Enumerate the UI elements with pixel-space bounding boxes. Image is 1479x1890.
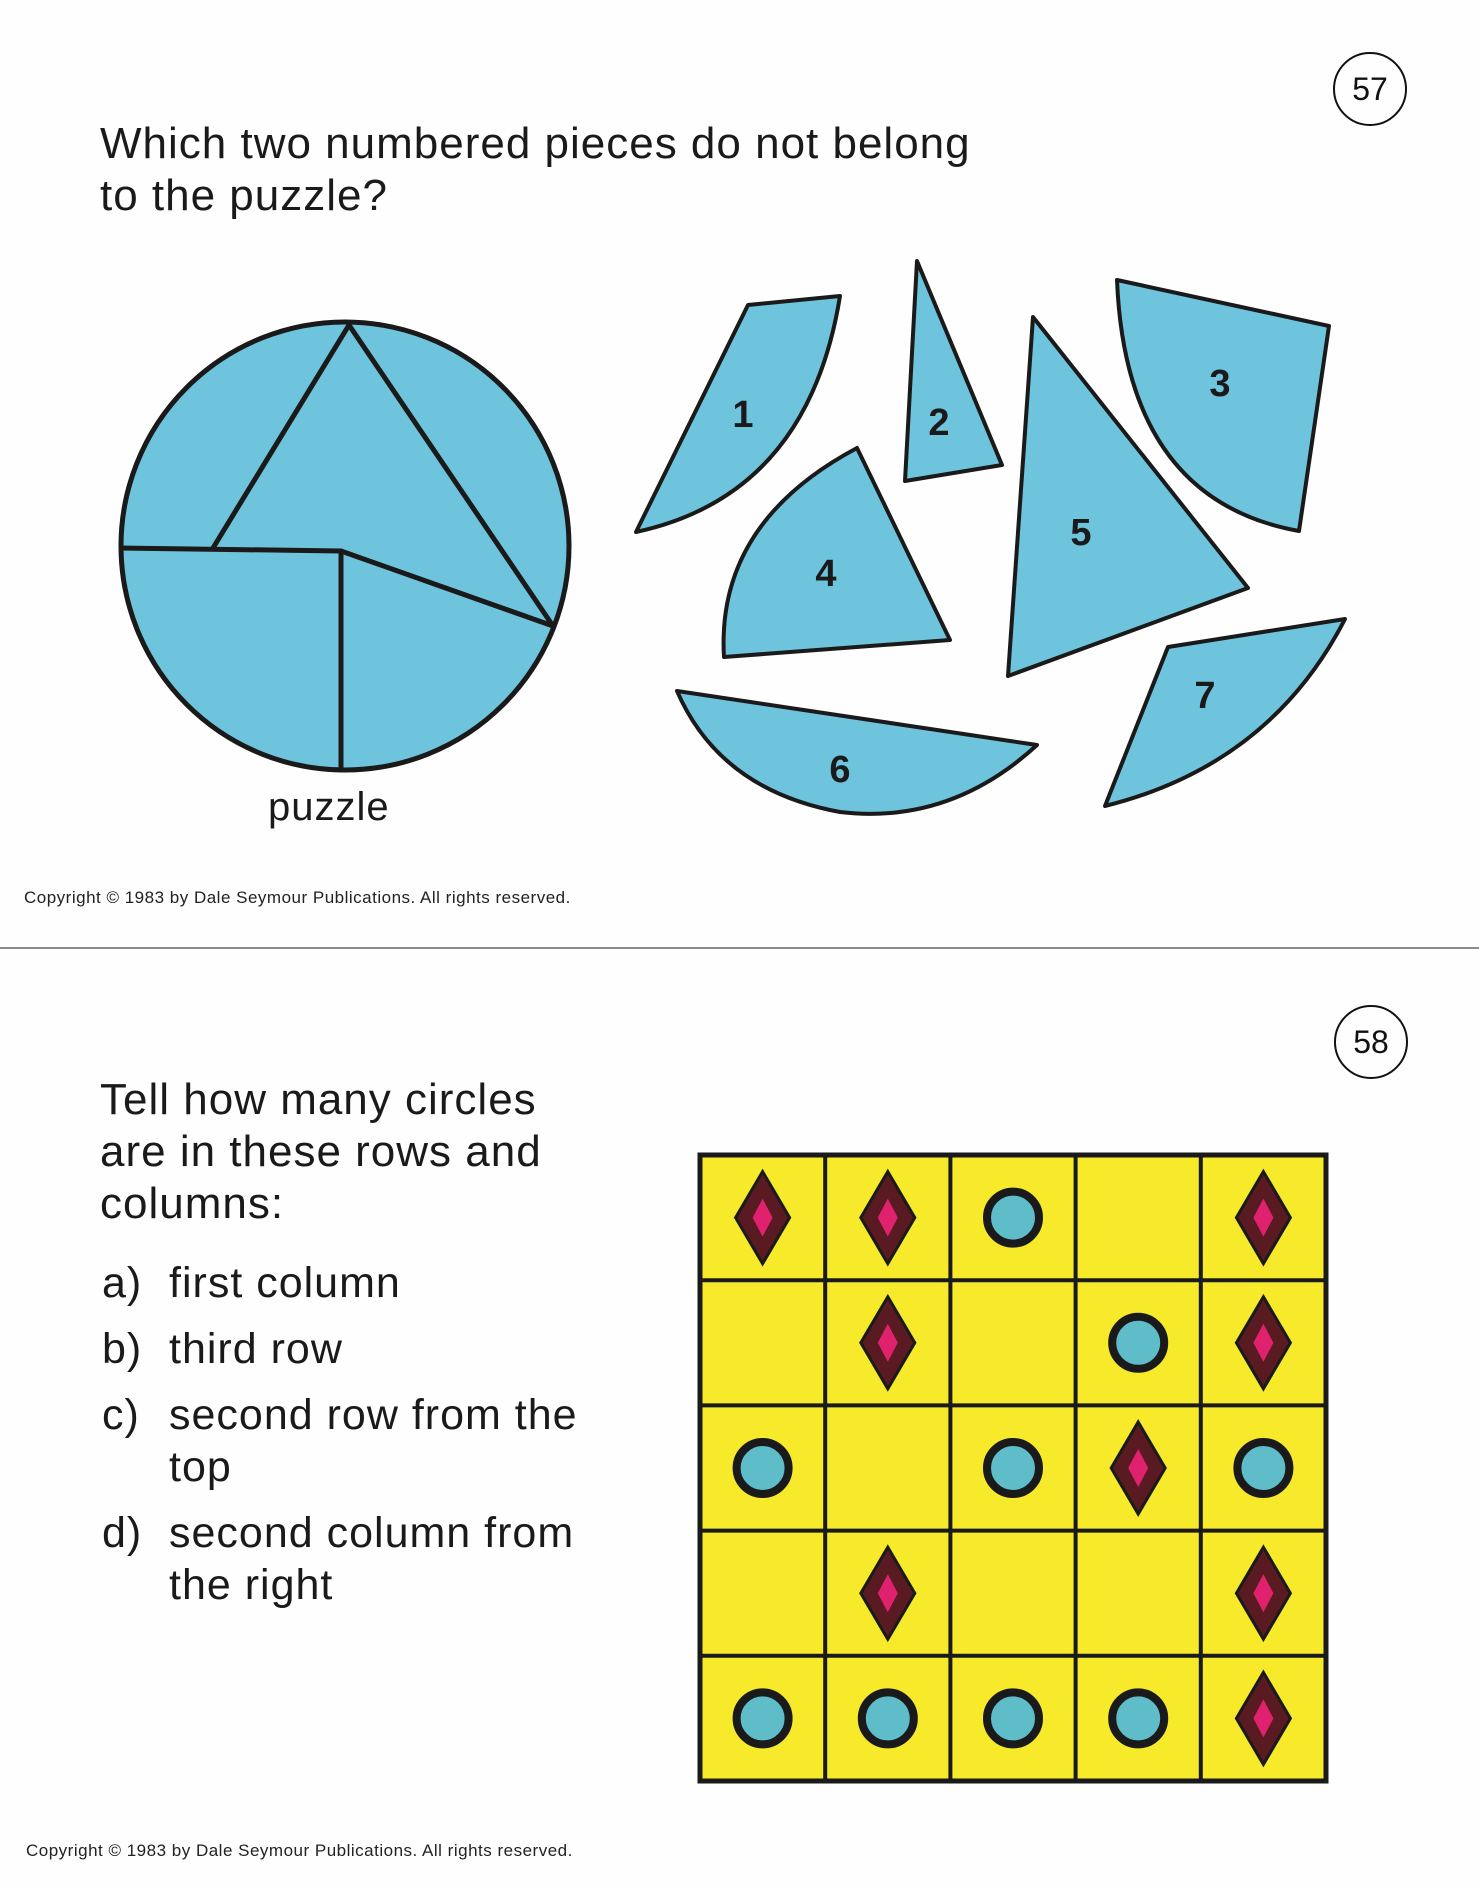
item-letter: c) <box>102 1391 140 1439</box>
copyright-text: Copyright © 1983 by Dale Seymour Publications. All rights reserved. <box>24 888 571 907</box>
circle-shape <box>987 1442 1039 1494</box>
list-item <box>102 1507 639 1611</box>
piece-label: 5 <box>1070 512 1092 554</box>
question-line-2: to the puzzle? <box>100 171 388 220</box>
question-line-1: Which two numbered pieces do not belong <box>100 119 971 168</box>
puzzle-piece-7 <box>1105 619 1345 806</box>
card-number: 58 <box>1353 1023 1389 1060</box>
circle-shape <box>737 1692 789 1744</box>
piece-label: 3 <box>1209 363 1231 405</box>
piece-label: 7 <box>1194 675 1216 717</box>
item-text: second row from the top <box>169 1391 578 1491</box>
list-item <box>102 1323 639 1375</box>
piece-label: 1 <box>732 394 754 436</box>
item-text: third row <box>169 1325 343 1373</box>
question-line-1: Tell how many circles <box>100 1075 537 1124</box>
circle-shape <box>862 1692 914 1744</box>
circle-shape <box>1237 1442 1289 1494</box>
circle-shape <box>737 1442 789 1494</box>
list-item <box>102 1389 639 1493</box>
item-letter: b) <box>102 1325 143 1373</box>
list-item <box>102 1257 639 1309</box>
puzzle-piece-6 <box>677 691 1037 814</box>
card-number: 57 <box>1352 70 1388 107</box>
puzzle-piece-2 <box>905 261 1002 481</box>
question-line-2: are in these rows and <box>100 1127 542 1176</box>
card-58 <box>0 950 1479 1890</box>
card-divider <box>0 947 1479 949</box>
piece-label: 2 <box>928 402 950 444</box>
question-line-3: columns: <box>100 1179 285 1228</box>
circle-shape <box>987 1192 1039 1244</box>
piece-label: 6 <box>829 749 851 791</box>
circle-shape <box>987 1692 1039 1744</box>
puzzle-caption: puzzle <box>268 785 390 829</box>
puzzle-line <box>122 548 341 551</box>
question-text <box>100 1074 542 1230</box>
item-letter: a) <box>102 1259 143 1307</box>
question-list <box>102 1257 639 1625</box>
shape-grid <box>697 1152 1329 1784</box>
item-text: first column <box>169 1259 401 1307</box>
piece-label: 4 <box>815 553 837 595</box>
circle-shape <box>1112 1317 1164 1369</box>
item-letter: d) <box>102 1509 143 1557</box>
item-text: second column from the right <box>169 1509 575 1609</box>
copyright-text: Copyright © 1983 by Dale Seymour Publications. All rights reserved. <box>26 1841 573 1860</box>
circle-shape <box>1112 1692 1164 1744</box>
card-number-badge <box>1334 1005 1408 1079</box>
